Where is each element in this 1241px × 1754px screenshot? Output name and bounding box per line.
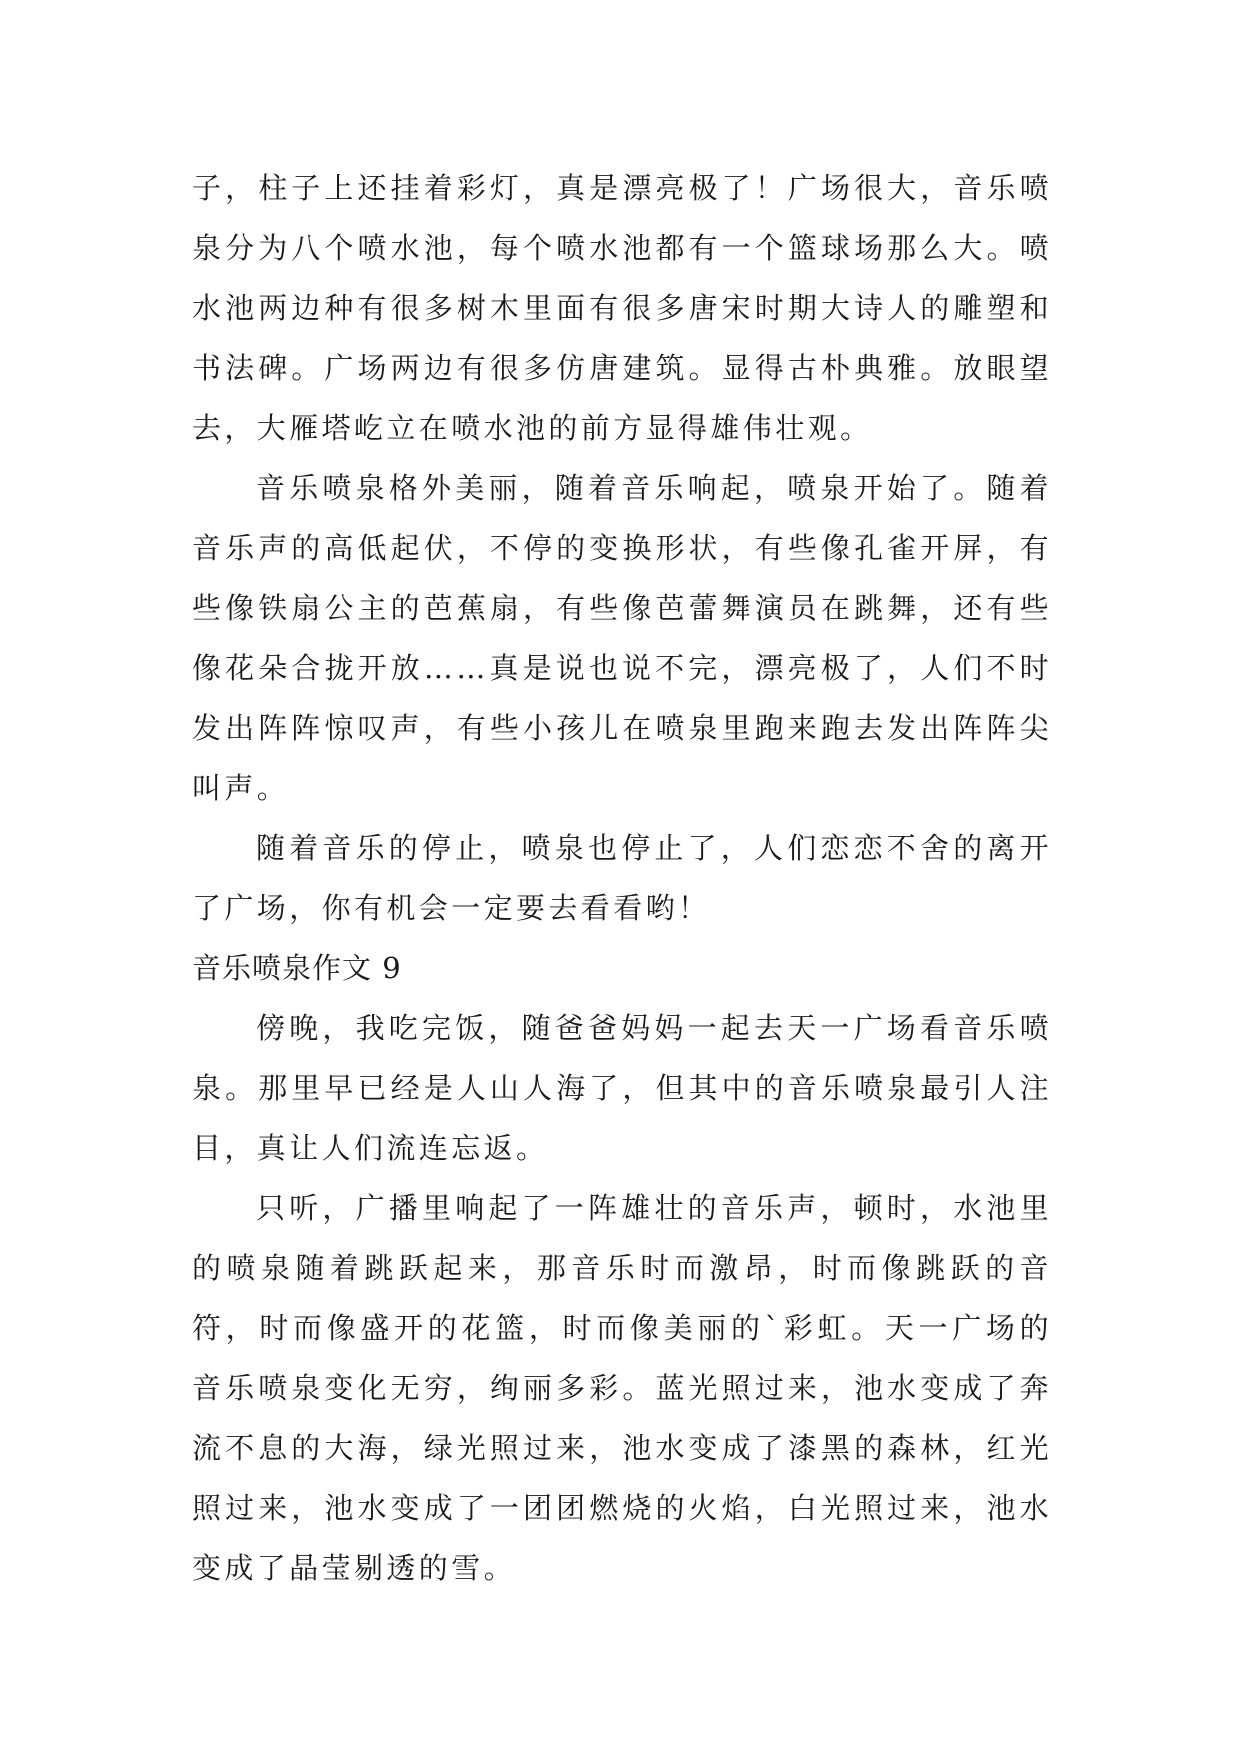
paragraph-fountain-beauty: 音乐喷泉格外美丽，随着音乐响起，喷泉开始了。随着音乐声的高低起伏，不停的变换形状，有些像孔雀开屏，有些像铁扇公主的芭蕉扇，有些像芭蕾舞演员在跳舞，还有些像花朵合拢开放……真是说也说不完，漂亮极了，人们不时发出阵阵惊叹声，有些小孩儿在喷泉里跑来跑去发出阵阵尖叫声。	[192, 471, 1052, 805]
document-body	[192, 158, 1052, 1598]
paragraph-evening-visit: 傍晚，我吃完饭，随爸爸妈妈一起去天一广场看音乐喷泉。那里早已经是人山人海了，但其中的音乐喷泉最引人注目，真让人们流连忘返。	[192, 1011, 1052, 1165]
paragraph-fountain-lights: 只听，广播里响起了一阵雄壮的音乐声，顿时，水池里的喷泉随着跳跃起来，那音乐时而激昂，时而像跳跃的音符，时而像盛开的花篮，时而像美丽的`彩虹。天一广场的音乐喷泉变化无穷，绚丽多彩。蓝光照过来，池水变成了奔流不息的大海，绿光照过来，池水变成了漆黑的森林，红光照过来，池水变成了一团团燃烧的火焰，白光照过来，池水变成了晶莹剔透的雪。	[192, 1191, 1052, 1585]
paragraph-continued: 子，柱子上还挂着彩灯，真是漂亮极了！广场很大，音乐喷泉分为八个喷水池，每个喷水池都有一个篮球场那么大。喷水池两边种有很多树木里面有很多唐宋时期大诗人的雕塑和书法碑。广场两边有很多仿唐建筑。显得古朴典雅。放眼望去，大雁塔屹立在喷水池的前方显得雄伟壮观。	[192, 171, 1052, 445]
section-title: 音乐喷泉作文 9	[192, 951, 402, 985]
paragraph-fountain-end: 随着音乐的停止，喷泉也停止了，人们恋恋不舍的离开了广场，你有机会一定要去看看哟！	[192, 831, 1052, 925]
